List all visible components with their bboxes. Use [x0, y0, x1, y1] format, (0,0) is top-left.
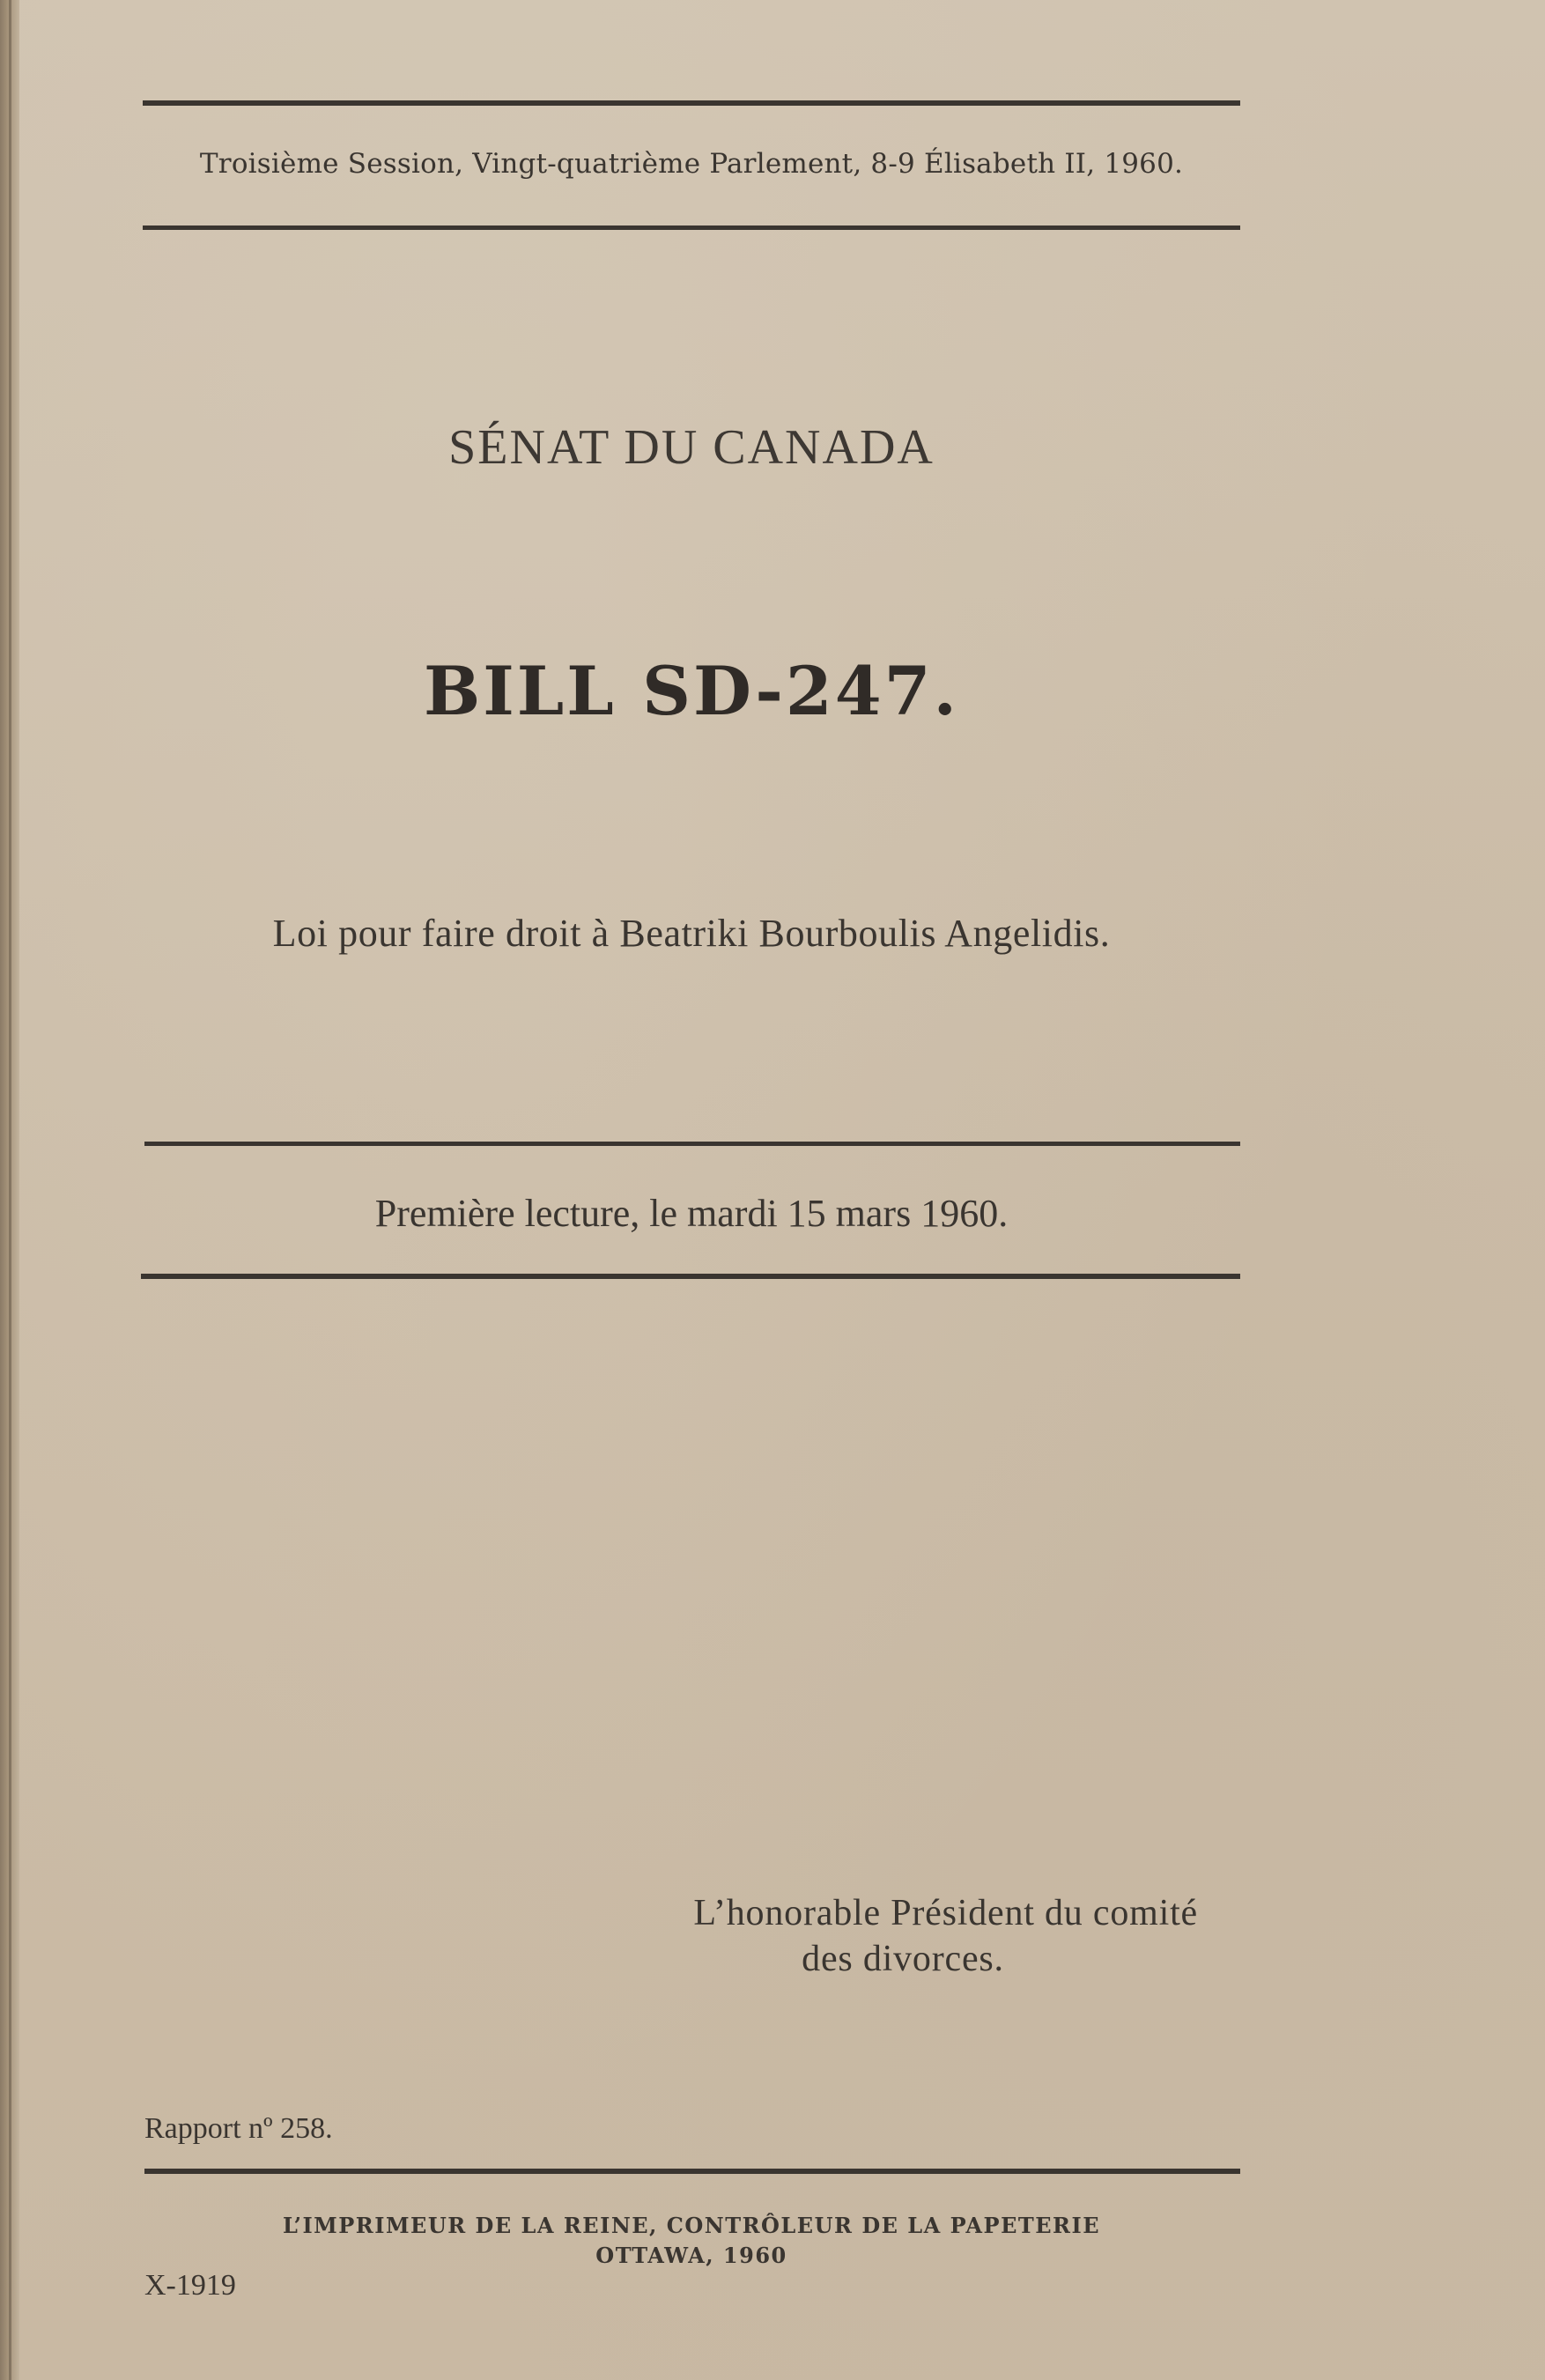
reading-bottom-rule [141, 1274, 1240, 1279]
reading-top-rule [144, 1142, 1240, 1146]
sponsor-line-1: L’honorable Président du comité [693, 1893, 1198, 1933]
session-line: Troisième Session, Vingt-quatrième Parlement, 8-9 Élisabeth II, 1960. [199, 148, 1184, 180]
binding-edge [0, 0, 19, 2380]
form-number: X-1919 [144, 2269, 236, 2302]
bill-subject: Loi pour faire droit à Beatriki Bourboulis Angelidis. [272, 912, 1111, 955]
session-bottom-rule [143, 225, 1240, 230]
senate-title: SÉNAT DU CANADA [448, 420, 935, 475]
sponsor-line-2: des divorces. [802, 1939, 1004, 1979]
printer-line: L’IMPRIMEUR DE LA REINE, CONTRÔLEUR DE LA PAPETERIE [282, 2213, 1101, 2238]
first-reading: Première lecture, le mardi 15 mars 1960. [374, 1192, 1009, 1235]
report-number: Rapport nº 258. [144, 2112, 333, 2145]
sponsor-block [529, 1890, 1251, 1982]
top-rule [143, 100, 1240, 106]
bill-number: BILL SD-247. [424, 652, 959, 730]
printer-city: OTTAWA, 1960 [595, 2243, 787, 2268]
footer-rule [144, 2169, 1240, 2174]
